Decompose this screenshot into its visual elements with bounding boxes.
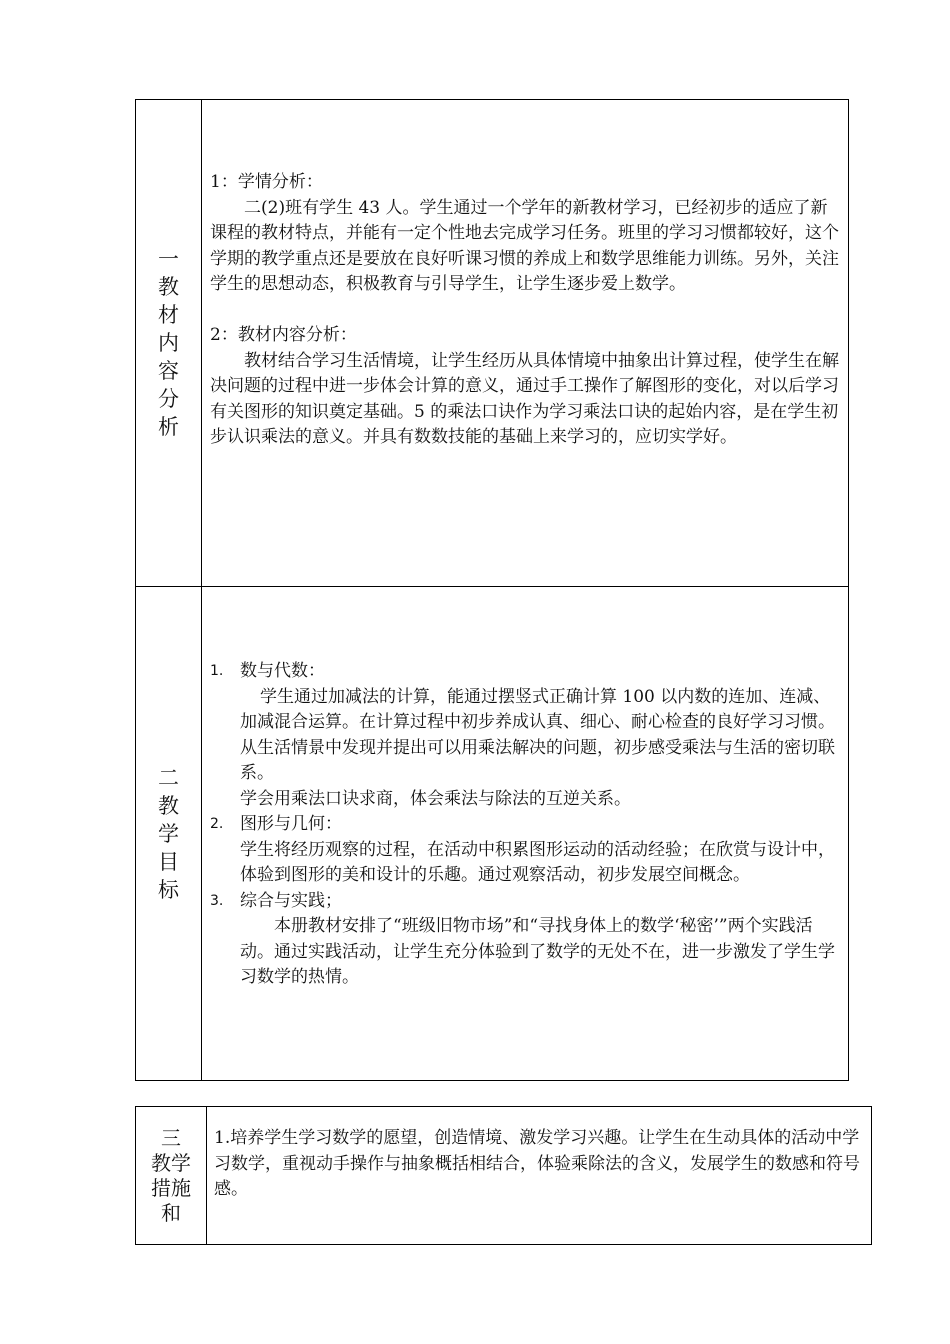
plan-table-main bbox=[135, 99, 849, 1081]
goal-paragraph: 学生通过加减法的计算，能通过摆竖式正确计算 100 以内数的连加、连减、加减混合运算。在计算过程中初步养成认真、细心、耐心检查的良好学习习惯。从生活情景中发现并提出可以用乘法解决的问题，初步感受乘法与生活的密切联系。 bbox=[240, 686, 835, 783]
section-label-textbook-analysis bbox=[136, 100, 202, 586]
section-label-text: 一 教 材 内 容 分 析 bbox=[158, 247, 179, 439]
content-analysis-paragraph: 教材结合学习生活情境，让学生经历从具体情境中抽象出计算过程，使学生在解决问题的过程中进一步体会计算的意义，通过手工操作了解图形的变化，对以后学习有关图形的知识奠定基础。5 的乘法口诀作为学习乘法口诀的起始内容，是在学生初步认识乘法的意义。并具有数数技能的基础上来学习的，应切实学好。 bbox=[210, 350, 839, 447]
goal-item-practice: 3. 综合与实践； bbox=[210, 890, 342, 911]
section-label-text: 二 教 学 目 标 bbox=[158, 765, 179, 902]
section-teaching-goals bbox=[136, 587, 848, 1080]
goal-paragraph: 本册教材安排了“班级旧物市场”和“寻找身体上的数学‘秘密’”两个实践活动。通过实践活动，让学生充分体验到了数学的无处不在，进一步激发了学生学习数学的热情。 bbox=[240, 916, 835, 987]
section-textbook-analysis bbox=[136, 100, 848, 587]
plan-table-measures bbox=[135, 1106, 872, 1245]
section-label-text: 三 教学 措施 和 bbox=[151, 1125, 191, 1225]
section-body-teaching-goals bbox=[202, 587, 848, 1080]
section-label-teaching-measures bbox=[136, 1107, 207, 1244]
goal-paragraph: 学会用乘法口诀求商，体会乘法与除法的互逆关系。 bbox=[240, 788, 631, 809]
goal-item-geometry: 2. 图形与几何： bbox=[210, 814, 342, 834]
goal-item-number-algebra: 1. 数与代数： bbox=[210, 661, 325, 681]
student-analysis-paragraph: 二(2)班有学生 43 人。学生通过一个学年的新教材学习，已经初步的适应了新课程的教材特点，并能有一定个性地去完成学习任务。班里的学习习惯都较好，这个学期的教学重点还是要放在良好听课习惯的养成上和数学思维能力训练。另外，关注学生的思想动态，积极教育与引导学生，让学生逐步爱上数学。 bbox=[210, 197, 839, 294]
student-analysis-heading: 1：学情分析： bbox=[210, 172, 323, 192]
section-teaching-measures bbox=[136, 1107, 871, 1244]
section-body-teaching-measures bbox=[207, 1107, 871, 1244]
goal-paragraph: 学生将经历观察的过程，在活动中积累图形运动的活动经验；在欣赏与设计中，体验到图形的美和设计的乐趣。通过观察活动，初步发展空间概念。 bbox=[240, 839, 835, 885]
content-analysis-heading: 2：教材内容分析： bbox=[210, 325, 357, 345]
section-label-teaching-goals bbox=[136, 587, 202, 1080]
section-body-textbook-analysis bbox=[202, 100, 848, 586]
measures-paragraph: 1.培养学生学习数学的愿望，创造情境、激发学习兴趣。让学生在生动具体的活动中学习数学，重视动手操作与抽象概括相结合，体验乘除法的含义，发展学生的数感和符号感。 bbox=[214, 1128, 860, 1199]
